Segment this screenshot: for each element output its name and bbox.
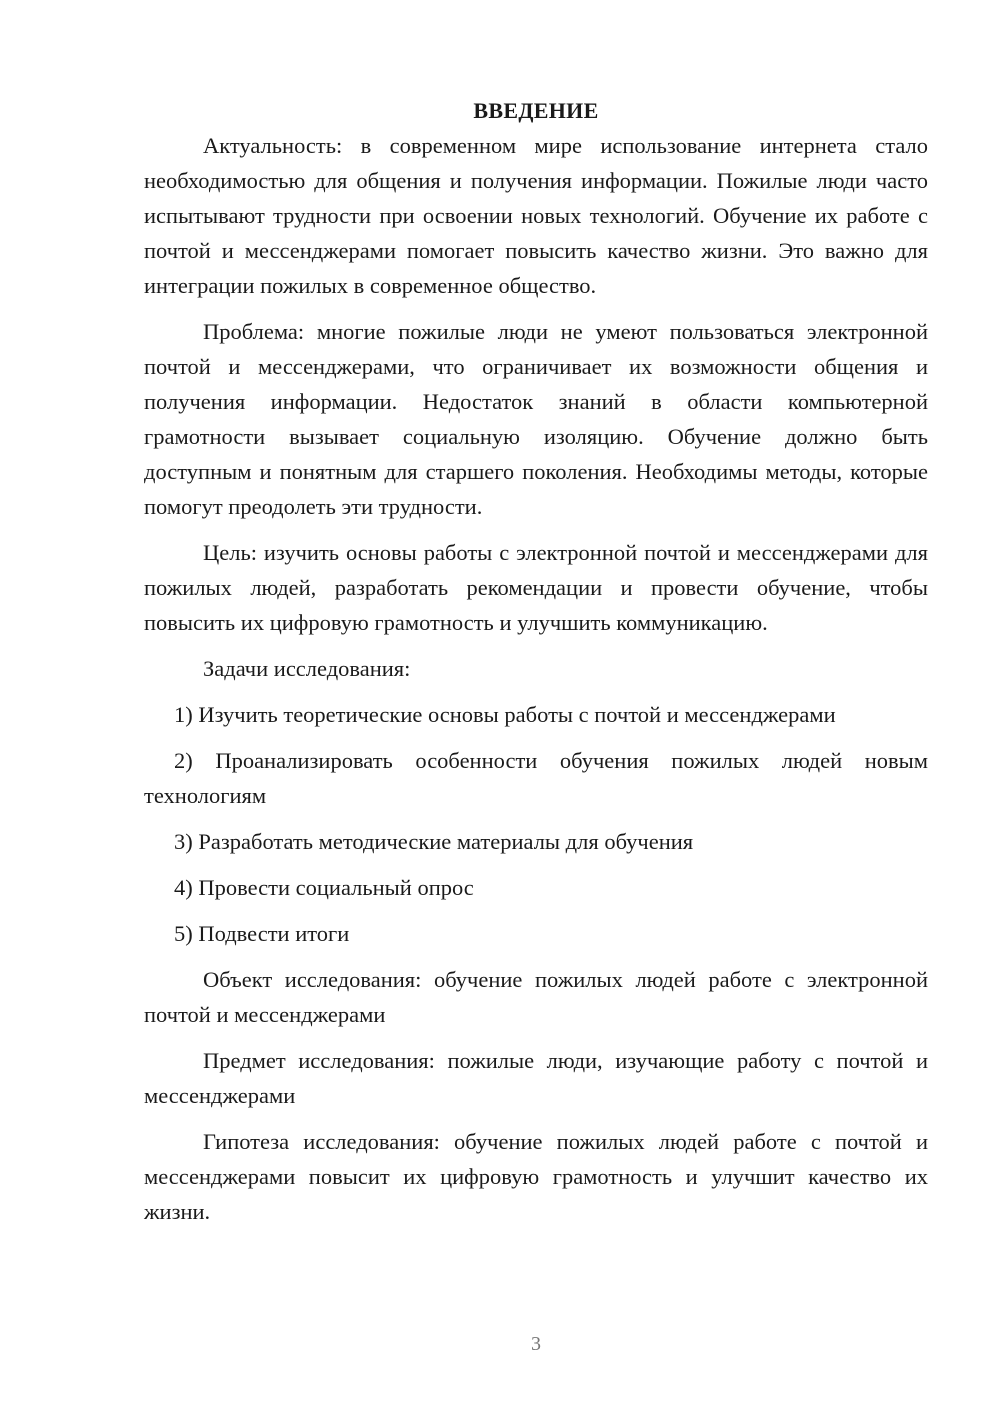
section-title: ВВЕДЕНИЕ [473,98,599,123]
task-item-3: 3) Разработать методические материалы для обучения [174,829,694,854]
tasks-heading: Задачи исследования: [203,656,411,681]
problem-paragraph: Проблема: многие пожилые люди не умеют пользоваться электронной почтой и мессенджерами, что ограничивает их возможности общения и получения информации. Недостаток знаний в области компьютерной грамотности вызывает социальную изоляцию. Обучение должно быть доступным и понятным для старшего поколения. Необходимы методы, которые помогут преодолеть эти трудности. [144,319,928,519]
task-item-2: 2) Проанализировать особенности обучения пожилых людей новым технологиям [144,748,928,808]
task-item-4: 4) Провести социальный опрос [174,875,474,900]
task-item-1: 1) Изучить теоретические основы работы с почтой и мессенджерами [174,702,836,727]
object-paragraph: Объект исследования: обучение пожилых людей работе с электронной почтой и мессенджерами [144,967,928,1027]
page-number: 3 [531,1333,541,1355]
task-item-5: 5) Подвести итоги [174,921,350,946]
subject-paragraph: Предмет исследования: пожилые люди, изучающие работу с почтой и мессенджерами [144,1048,928,1108]
hypothesis-paragraph: Гипотеза исследования: обучение пожилых людей работе с почтой и мессенджерами повысит их цифровую грамотность и улучшит качество их жизни. [144,1129,928,1224]
goal-paragraph: Цель: изучить основы работы с электронной почтой и мессенджерами для пожилых людей, разработать рекомендации и провести обучение, чтобы повысить их цифровую грамотность и улучшить коммуникацию. [144,540,928,635]
relevance-paragraph: Актуальность: в современном мире использование интернета стало необходимостью для общения и получения информации. Пожилые люди часто испытывают трудности при освоении новых технологий. Обучение их работе с почтой и мессенджерами помогает повысить качество жизни. Это важно для интеграции пожилых в современное общество. [144,133,928,298]
document-page [144,96,928,1240]
